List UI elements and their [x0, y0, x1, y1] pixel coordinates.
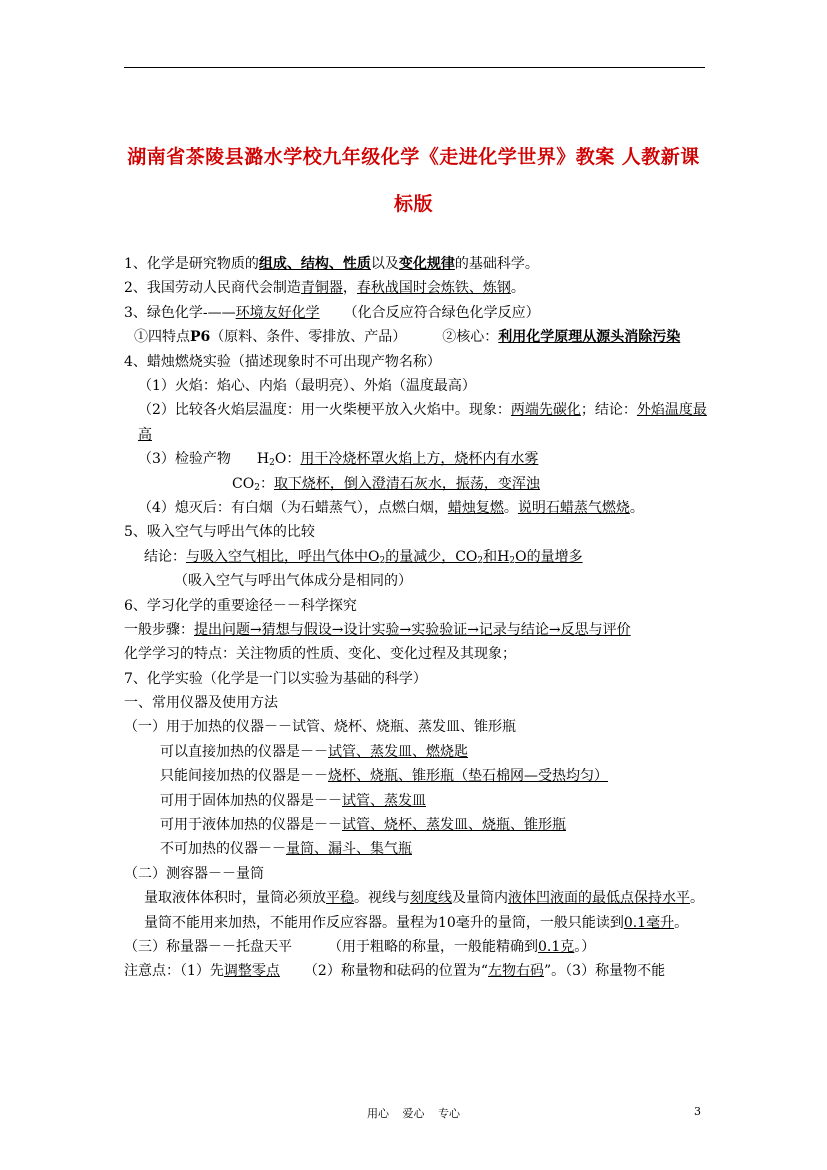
text-line-13: （吸入空气与呼出气体成分是相同的） [174, 573, 412, 590]
text-line-10: （4）熄灭后：有白烟（为石蜡蒸气），点燃白烟，蜡烛复燃。说明石蜡蒸气燃烧。 [138, 499, 644, 516]
text-line-22: 可用于固体加热的仪器是－－试管、蒸发皿 [160, 792, 426, 809]
text-line-20: 可以直接加热的仪器是－－试管、蒸发皿、燃烧匙 [160, 743, 468, 760]
text-line-3: 3、绿色化学-——环境友好化学 （化合反应符合绿色化学反应） [124, 304, 540, 321]
text-line-2: 2、我国劳动人民商代会制造青铜器，春秋战国时会炼铁、炼钢。 [124, 280, 525, 297]
text-line-27: 量筒不能用来加热，不能用作反应容器。量程为10毫升的量筒，一般只能读到0.1毫升。 [144, 914, 689, 931]
header-rule [124, 67, 705, 68]
text-line-19: （一）用于加热的仪器－－试管、烧杯、烧瓶、蒸发皿、锥形瓶 [124, 719, 516, 736]
text-line-21: 只能间接加热的仪器是－－烧杯、烧瓶、锥形瓶（垫石棉网—受热均匀） [160, 768, 608, 785]
document-title-line1: 湖南省茶陵县潞水学校九年级化学《走进化学世界》教案 人教新课 [127, 146, 700, 168]
text-line-14: 6、学习化学的重要途径－－科学探究 [124, 597, 357, 614]
text-line-26: 量取液体体积时，量筒必须放平稳。视线与刻度线及量筒内液体凹液面的最低点保持水平。 [144, 890, 704, 907]
text-line-29: 注意点：（1）先调整零点 （2）称量物和砝码的位置为“左物右码”。（3）称量物不能 [124, 963, 666, 980]
text-line-7: （2）比较各火焰层温度：用一火柴梗平放入火焰中。现象：两端先碳化；结论：外焰温度最高 [138, 402, 707, 443]
text-line-12: 结论：与吸入空气相比，呼出气体中$O_2$的量减少，$CO_2$和$H_2O$的量增多 [144, 548, 583, 566]
text-line-15: 一般步骤：提出问题→猜想与假设→设计实验→实验验证→记录与结论→反思与评价 [124, 621, 631, 638]
text-line-25: （二）测容器－－量筒 [124, 865, 264, 882]
text-line-16: 化学学习的特点：关注物质的性质、变化、变化过程及其现象； [124, 646, 516, 663]
text-line-9: $CO_2$：取下烧杯，倒入澄清石灰水，振荡，变浑浊 [232, 475, 540, 493]
text-line-6: （1）火焰：焰心、内焰（最明亮）、外焰（温度最高） [138, 377, 476, 394]
document-title-line2: 标版 [393, 193, 433, 215]
text-line-8: （3）检验产物 $H_2O$：用干冷烧杯罩火焰上方，烧杯内有水雾 [138, 451, 539, 469]
text-line-24: 不可加热的仪器－－量筒、漏斗、集气瓶 [160, 841, 412, 858]
text-line-4: ①四特点P6（原料、条件、零排放、产品） ②核心：利用化学原理从源头消除污染 [134, 329, 681, 346]
text-line-5: 4、蜡烛燃烧实验（描述现象时不可出现产物名称） [124, 353, 441, 370]
text-line-11: 5、吸入空气与呼出气体的比较 [124, 524, 315, 541]
text-line-1: 1、化学是研究物质的组成、结构、性质以及变化规律的基础科学。 [124, 256, 539, 272]
page-number: 3 [694, 1105, 701, 1118]
text-line-28: （三）称量器－－托盘天平 （用于粗略的称量，一般能精确到0.1克。） [124, 939, 596, 955]
text-line-17: 7、化学实验（化学是一门以实验为基础的科学） [124, 670, 427, 687]
text-line-18: 一、常用仪器及使用方法 [124, 695, 278, 712]
text-line-23: 可用于液体加热的仪器是－－试管、烧杯、蒸发皿、烧瓶、锥形瓶 [160, 817, 566, 834]
document-body [124, 252, 708, 984]
footer-motto: 用心 爱心 专心 [367, 1107, 460, 1120]
